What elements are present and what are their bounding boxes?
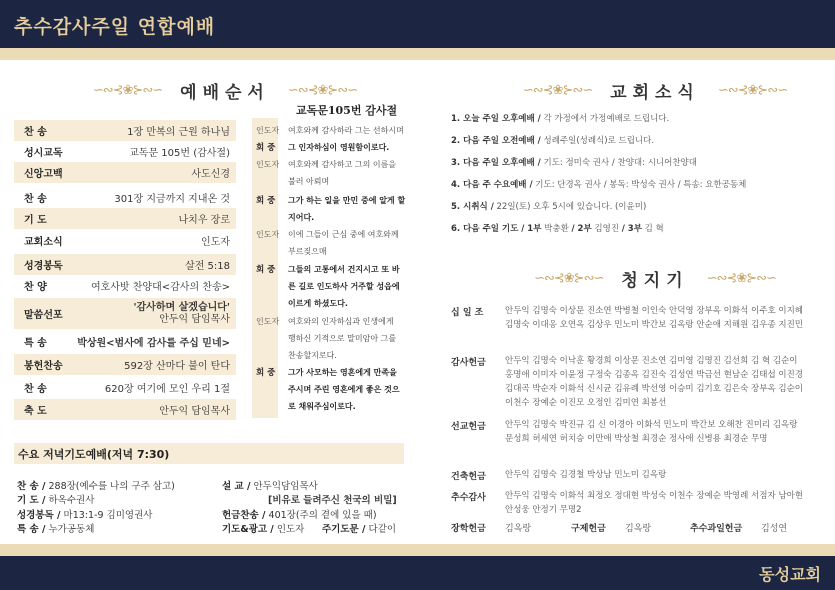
reading-line: [256, 313, 416, 329]
order-value: 여호사밧 찬양대<감사의 찬송>: [90, 282, 230, 293]
order-row: [14, 208, 236, 229]
offering-names: 안두익 김명숙 이화석 최정오 정대현 박성숙 이천수 장예순 박영례 서점자 남아현 안성웅 안정기 무명2: [505, 491, 803, 515]
fruit-offering-label: 추수과일헌금: [690, 524, 743, 534]
reading-line: [256, 381, 416, 397]
reading-speaker: 회 중: [256, 143, 276, 153]
reading-text: 이에 그들이 근심 중에 여호와께: [288, 229, 399, 239]
reading-line: [256, 139, 416, 155]
ornament-right-icon: ∽∾⊰❀⊱∾∽: [717, 82, 788, 98]
reading-text: 지어다.: [288, 212, 315, 222]
ornament-left-icon: ∽∾⊰❀⊱∾∽: [92, 82, 163, 98]
order-label: 기 도: [24, 215, 47, 226]
bottom-banner: [0, 556, 835, 590]
order-row: [14, 230, 236, 251]
news-item: 6. 다음 주일 기도 / 1부 박충환 / 2부 김영진 / 3부 김 혁: [451, 224, 664, 234]
wed-sermon: 설 교 / 안두익담임목사: [222, 481, 318, 492]
order-value: 301장 지금까지 지내온 것: [114, 194, 230, 205]
reading-text: 부르짖으매: [288, 246, 327, 256]
order-value: 인도자: [201, 237, 230, 248]
offering-heading: [490, 267, 820, 289]
wed-benediction: 주기도문 / 다같이: [322, 524, 397, 535]
wed-ad: 기도&광고 / 인도자: [222, 524, 305, 535]
reading-speaker: 회 중: [256, 265, 276, 275]
reading-line: [256, 295, 416, 311]
responsive-reading-title: 교독문105번 감사절: [296, 104, 398, 117]
reading-text: 주시며 주린 영혼에게 좋은 것으: [288, 384, 400, 394]
sermon-preacher: 안두익 담임목사: [159, 313, 230, 325]
wed-offering-hymn: 헌금찬송 / 401장(주의 곁에 있을 때): [222, 510, 377, 521]
reading-text: 여호와께 감사하고 그의 이름을: [288, 159, 397, 169]
offering-label: 십 일 조: [451, 308, 484, 318]
reading-line: [256, 278, 416, 294]
reading-text: 그 인자하심이 영원함이로다.: [288, 142, 390, 152]
order-label: 말씀선포: [24, 310, 63, 321]
order-label: 성시교독: [24, 148, 63, 159]
reading-text: 이르게 하셨도다.: [288, 298, 348, 308]
order-row: [14, 354, 236, 375]
order-row: [14, 187, 236, 208]
reading-line: [256, 330, 416, 346]
reading-text: 그가 하는 일을 만민 중에 알게 할: [288, 195, 406, 205]
ornament-right-icon: ∽∾⊰❀⊱∾∽: [287, 82, 358, 98]
bottom-gold-stripe: [0, 544, 835, 556]
ornament-left-icon: ∽∾⊰❀⊱∾∽: [522, 82, 593, 98]
reading-speaker: 인도자: [256, 125, 280, 135]
wed-special: 특 송 / 누가공동체: [17, 524, 95, 535]
order-row: [14, 120, 236, 141]
order-value: 안두익 담임목사: [159, 406, 230, 417]
reading-text: 그들의 고통에서 건지시고 또 바: [288, 264, 400, 274]
order-value: 1장 만복의 근원 하나님: [127, 127, 230, 138]
reading-line: [256, 173, 416, 189]
ornament-right-icon: ∽∾⊰❀⊱∾∽: [706, 270, 776, 286]
order-label: 축 도: [24, 406, 47, 417]
wed-hymn: 찬 송 / 288장(예수를 나의 구주 삼고): [17, 481, 175, 492]
top-banner: [0, 0, 835, 48]
fruit-offering-value: 김성연: [761, 524, 788, 534]
reading-text: 행하신 기적으로 말미암아 그를: [288, 333, 397, 343]
order-label: 봉헌찬송: [24, 361, 63, 372]
offering-label: 감사헌금: [451, 358, 486, 368]
order-value: 살전 5:18: [185, 261, 230, 272]
reading-text: 른 길로 인도하사 거주할 성읍에: [288, 281, 400, 291]
reading-speaker: 회 중: [256, 368, 276, 378]
wed-reading: 성경봉독 / 마13:1-9 김미영권사: [17, 510, 153, 521]
wed-sermon-title: [비유로 들려주신 천국의 비밀]: [268, 495, 397, 506]
order-label: 특 송: [24, 338, 47, 349]
reading-text: 여호와의 인자하심과 인생에게: [288, 316, 394, 326]
offering-names: 안두익 김명숙 박진규 김 신 이경아 이화석 민노미 박간보 오해찬 진미리 김옥랑 문성희 허세연 허치승 이만애 박상철 최경순 정사애 신병용 최경순 무명: [505, 420, 798, 444]
reading-line: [256, 122, 416, 138]
news-item: 3. 다음 주일 오후예배 / 기도: 정미숙 권사 / 찬양대: 시니어찬양대: [451, 158, 697, 168]
order-label: 신앙고백: [24, 169, 63, 180]
offering-label: 건축헌금: [451, 472, 486, 482]
order-label: 찬 송: [24, 384, 47, 395]
order-label: 성경봉독: [24, 261, 63, 272]
reading-text: 그가 사모하는 영혼에게 만족을: [288, 367, 397, 377]
offering-heading-text: 청지기: [621, 270, 689, 291]
reading-speaker: 인도자: [256, 159, 280, 169]
order-value: 교독문 105번 (감사절): [129, 148, 230, 159]
news-heading-text: 교회소식: [610, 82, 700, 103]
order-row: [14, 254, 236, 275]
relief-label: 구제헌금: [571, 524, 606, 534]
reading-line: [256, 398, 416, 414]
reading-speaker: 회 중: [256, 196, 276, 206]
order-value: 나치우 장로: [178, 215, 230, 226]
news-heading: [490, 79, 820, 101]
reading-speaker: 인도자: [256, 229, 280, 239]
order-row: [14, 275, 236, 296]
order-value: [72, 302, 236, 326]
scholarship-value: 김옥랑: [505, 524, 532, 534]
news-item: 1. 오늘 주일 오후예배 / 각 가정에서 가정예배로 드립니다.: [451, 114, 670, 124]
reading-text: 불러 아뢰며: [288, 176, 330, 186]
order-label: 찬 송: [24, 127, 47, 138]
order-label: 찬 양: [24, 282, 47, 293]
order-value: 620장 여기에 모인 우리 1절: [104, 384, 230, 395]
order-heading-text: 예배순서: [180, 82, 270, 103]
news-item: 5. 시취식 / 22일(토) 오후 5시에 있습니다. (이윤미): [451, 202, 647, 212]
scholarship-label: 장학헌금: [451, 524, 486, 534]
reading-line: [256, 347, 416, 363]
order-row: [14, 162, 236, 183]
order-row: [14, 331, 236, 352]
ornament-left-icon: ∽∾⊰❀⊱∾∽: [534, 270, 604, 286]
reading-line: [256, 192, 416, 208]
reading-text: 로 채워주심이로다.: [288, 401, 356, 411]
order-row: [14, 298, 236, 329]
reading-line: [256, 243, 416, 259]
reading-line: [256, 226, 416, 242]
top-gold-stripe: [0, 48, 835, 60]
order-label: 교회소식: [24, 237, 63, 248]
reading-line: [256, 209, 416, 225]
church-name: 동성교회: [759, 565, 821, 584]
offering-names: 안두익 김명숙 김경철 박상남 민노미 김옥랑: [505, 470, 667, 480]
order-row: [14, 141, 236, 162]
order-value: 592장 산마다 불이 탄다: [124, 361, 230, 372]
order-value: 사도신경: [191, 169, 230, 180]
reading-line: [256, 261, 416, 277]
order-value: 박상원<범사에 감사를 주십 믿네>: [77, 338, 230, 349]
offering-names: 안두익 김명숙 이낙훈 황경희 이상문 진소연 김미영 김명진 김선희 김 혁 김순이 홍명애 이미자 이윤정 구정숙 김종옥 김진숙 김성연 박금선 현남순 김태섭 이진경 김대곡 박순자 이화석 신시균 김유례 박선영 이승미 김기호 김은숙 장부옥 김순이 이천수 장예순 이진모 오정인 김미연 최봉선: [505, 356, 803, 408]
offering-names: 안두익 김명숙 이상문 진소연 박병철 이인숙 안덕영 장부옥 이화석 이주호 이지혜 김명숙 이대옹 오연옥 김상우 민노미 박간보 김옥랑 안순애 지해원 김우종 지진민: [505, 306, 803, 330]
news-item: 4. 다음 주 수요예배 / 기도: 단경옥 권사 / 봉독: 박성숙 권사 / 특송: 요한공동체: [451, 180, 747, 190]
bulletin-title: 추수감사주일 연합예배: [14, 16, 216, 38]
order-row: [14, 377, 236, 398]
reading-speaker: 인도자: [256, 316, 280, 326]
reading-text: 여호와께 감사하라 그는 선하시며: [288, 125, 404, 135]
order-heading: [60, 79, 390, 101]
offering-label: 선교헌금: [451, 422, 486, 432]
relief-value: 김옥랑: [625, 524, 652, 534]
reading-text: 찬송할지로다.: [288, 350, 337, 360]
wed-prayer: 기 도 / 하옥수권사: [17, 495, 95, 506]
news-item: 2. 다음 주일 오전예배 / 성례주일(성례식)로 드립니다.: [451, 136, 655, 146]
wednesday-heading: 수요 저녁기도예배(저녁 7:30): [14, 443, 404, 464]
order-row: [14, 399, 236, 420]
sermon-title: '감사하며 살겠습니다': [133, 301, 230, 313]
order-label: 찬 송: [24, 194, 47, 205]
offering-label: 추수감사: [451, 493, 486, 503]
reading-line: [256, 156, 416, 172]
reading-line: [256, 364, 416, 380]
